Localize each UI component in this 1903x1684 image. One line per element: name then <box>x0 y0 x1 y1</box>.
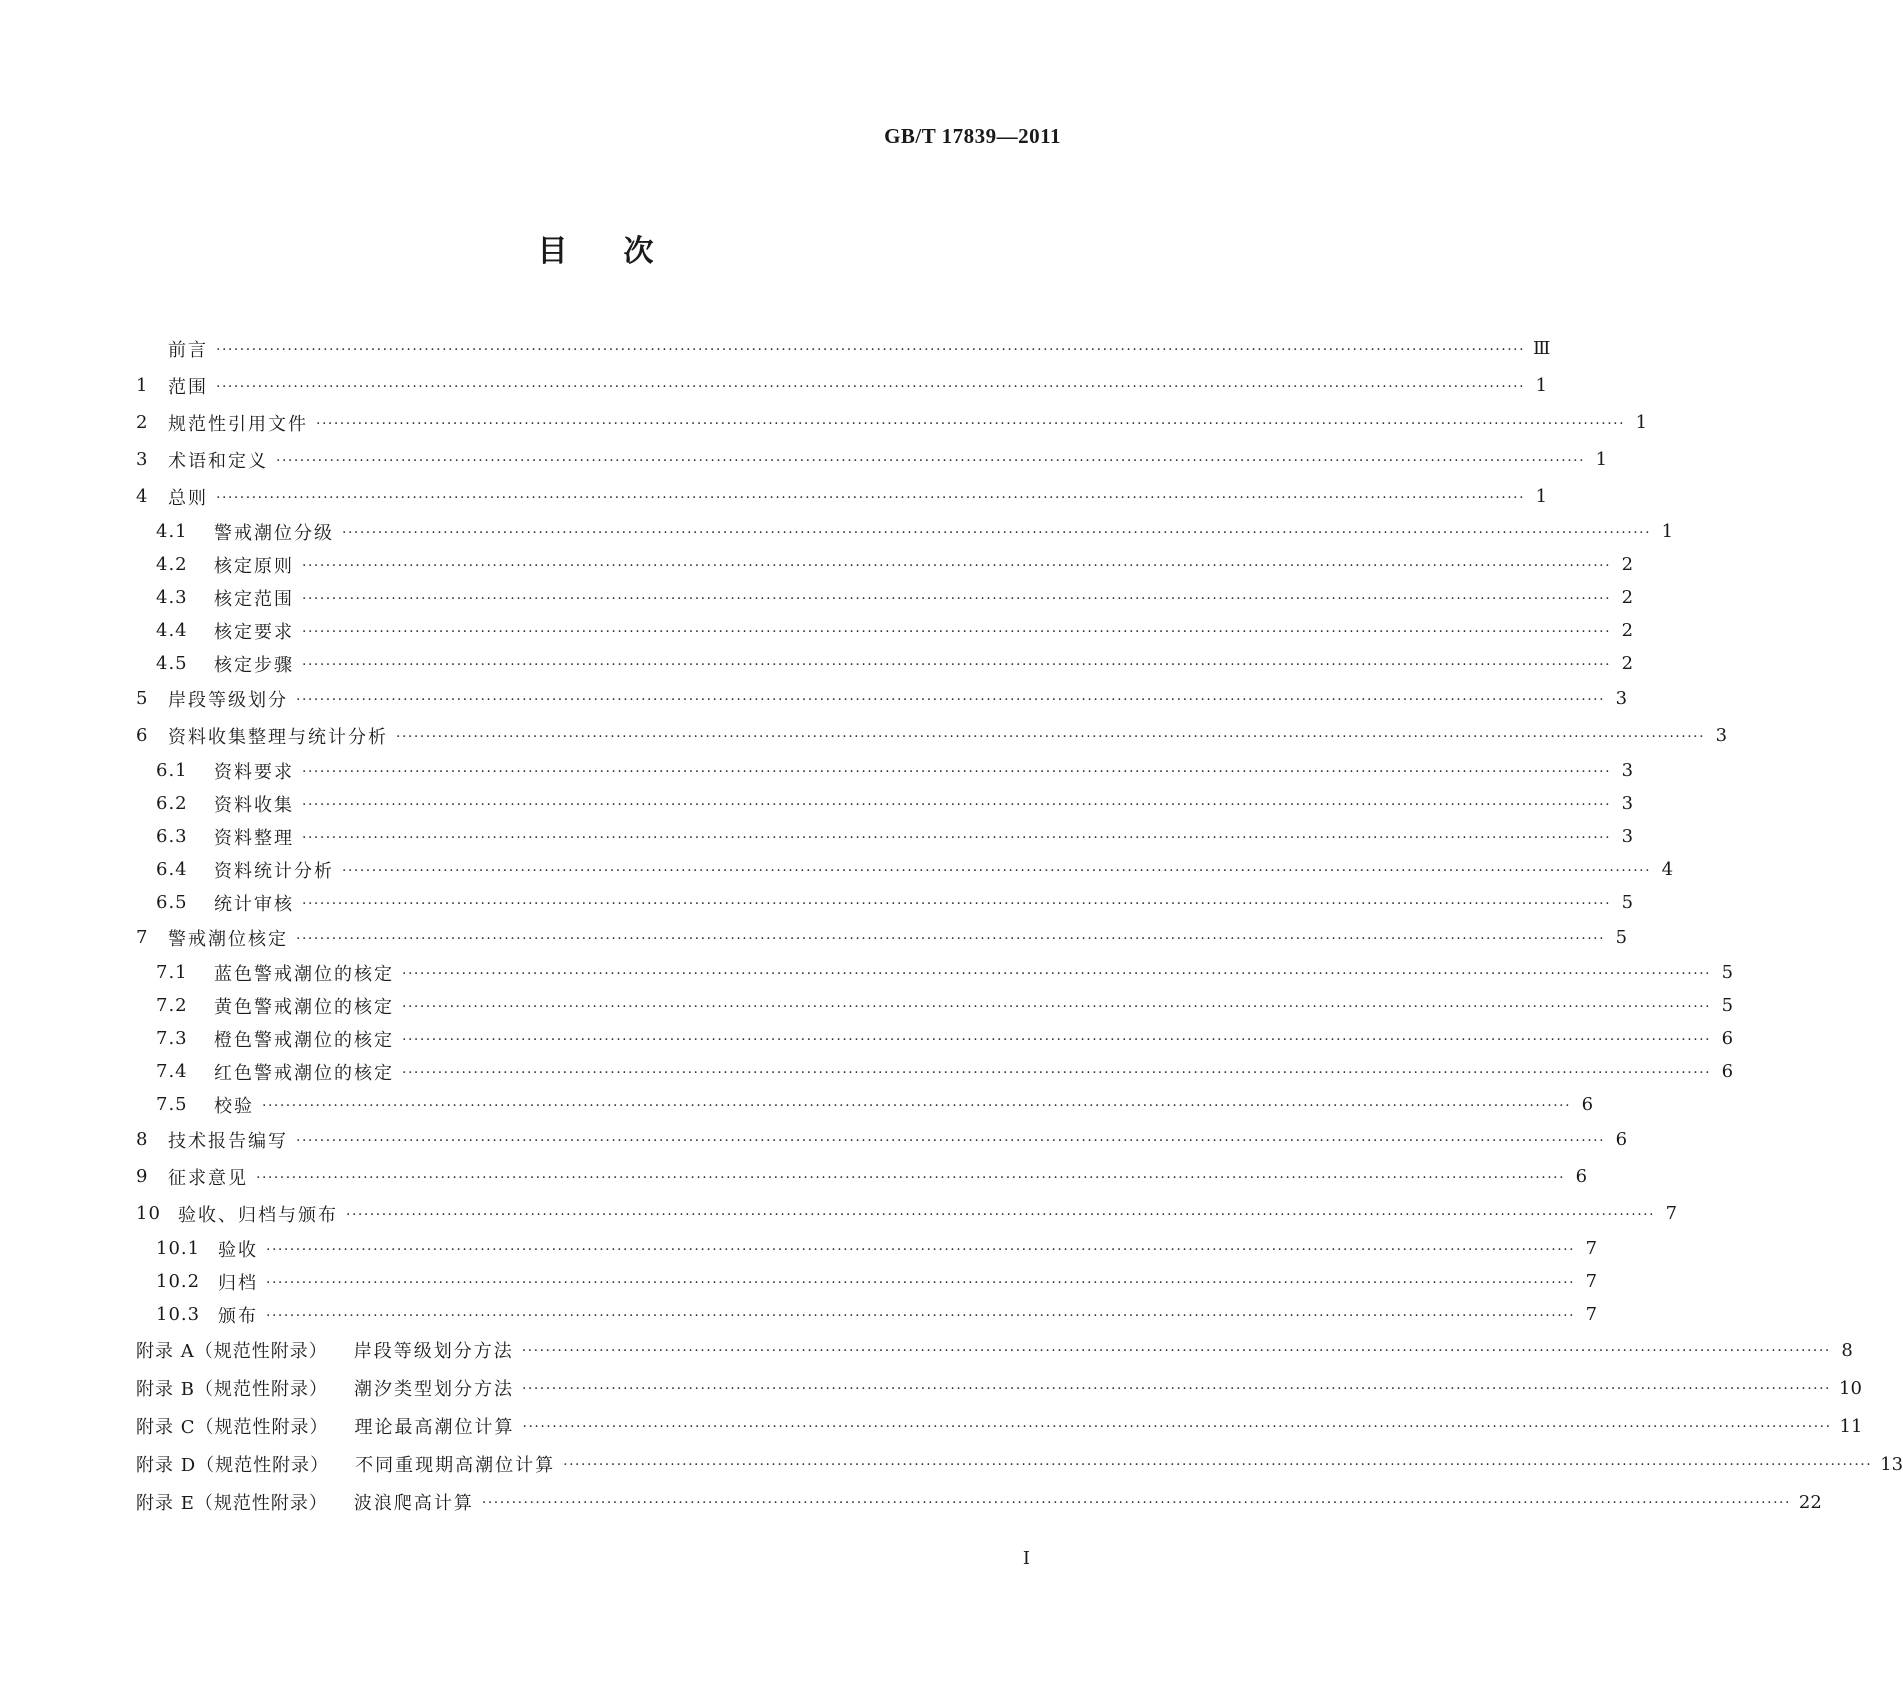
toc-entry-title: 资料收集整理与统计分析 <box>168 726 388 748</box>
toc-entry[interactable] <box>136 647 1634 680</box>
toc-entry-title: 术语和定义 <box>168 450 268 472</box>
toc-entry-title: 波浪爬高计算 <box>353 1493 474 1514</box>
dot-leader: ···························································································································································································································· <box>396 728 1706 745</box>
toc-entry-number: 7.3 <box>156 1028 188 1049</box>
toc-entry-number: 4.2 <box>156 554 188 575</box>
dot-leader: ···························································································································································································································· <box>302 557 1612 574</box>
toc-entry-number: 7.4 <box>156 1061 188 1082</box>
toc-entry-page: 6 <box>1721 1028 1734 1049</box>
toc-entry-number: 6.2 <box>156 793 188 814</box>
dot-leader: ···························································································································································································································· <box>402 965 1712 982</box>
toc-entry-title: 核定要求 <box>214 621 294 643</box>
toc-entry-page: 1 <box>1535 375 1548 396</box>
toc-entry-page: 7 <box>1585 1304 1598 1325</box>
toc-entry[interactable] <box>136 956 1734 989</box>
toc-entry-page: 10 <box>1839 1377 1862 1399</box>
dot-leader: ···························································································································································································································· <box>296 1132 1606 1149</box>
toc-entry-title: 核定范围 <box>214 588 294 610</box>
toc-entry-number: 2 <box>136 412 149 433</box>
toc-entry[interactable] <box>136 1407 1863 1445</box>
toc-entry-title: 不同重现期高潮位计算 <box>355 1455 556 1476</box>
toc-entry[interactable] <box>136 367 1548 404</box>
dot-leader: ···························································································································································································································· <box>302 623 1612 640</box>
toc-entry-number: 6 <box>136 725 149 746</box>
toc-entry[interactable] <box>136 1298 1598 1331</box>
toc-entry[interactable] <box>136 581 1634 614</box>
dot-leader: ···························································································································································································································· <box>266 1274 1576 1291</box>
toc-entry[interactable] <box>136 1265 1598 1298</box>
toc-entry-page: 7 <box>1585 1238 1598 1259</box>
toc-entry-title: 颁布 <box>218 1305 258 1327</box>
toc-entry-number: 附录 C（规范性附录） <box>136 1417 329 1438</box>
dot-leader: ···························································································································································································································· <box>402 1031 1712 1048</box>
toc-entry-number: 4.4 <box>156 620 188 641</box>
toc-entry-title: 核定原则 <box>214 555 294 577</box>
toc-entry-title: 征求意见 <box>168 1167 248 1189</box>
toc-entry-number: 附录 A（规范性附录） <box>136 1341 328 1362</box>
toc-entry-title: 潮汐类型划分方法 <box>353 1379 514 1400</box>
toc-entry-page: 5 <box>1621 892 1634 913</box>
toc-entry[interactable] <box>136 548 1634 581</box>
toc-entry[interactable] <box>136 1445 1903 1483</box>
dot-leader: ···························································································································································································································· <box>316 415 1626 432</box>
toc-entry[interactable] <box>136 820 1634 853</box>
dot-leader: ···························································································································································································································· <box>342 862 1652 879</box>
toc-entry-number: 10.1 <box>156 1238 201 1259</box>
standard-number: GB/T 17839—2011 <box>884 124 1061 148</box>
toc-entry[interactable] <box>136 1121 1628 1158</box>
toc-entry-title: 警戒潮位核定 <box>168 928 288 950</box>
toc-entry[interactable] <box>136 1055 1734 1088</box>
toc-entry-page: 3 <box>1621 760 1634 781</box>
toc-entry-number: 7.2 <box>156 995 188 1016</box>
toc-entry-title: 蓝色警戒潮位的核定 <box>214 963 394 985</box>
dot-leader: ···························································································································································································································· <box>302 763 1612 780</box>
toc-entry-number: 6.1 <box>156 760 188 781</box>
toc-entry-page: 6 <box>1721 1061 1734 1082</box>
toc-entry-page: 2 <box>1621 620 1634 641</box>
toc-entry-page: Ⅲ <box>1533 338 1551 359</box>
toc-entry-number: 7 <box>136 927 149 948</box>
toc-entry-number: 10.3 <box>156 1304 201 1325</box>
dot-leader: ···························································································································································································································· <box>266 1241 1576 1258</box>
toc-entry[interactable] <box>136 441 1608 478</box>
toc-entry[interactable] <box>136 1232 1598 1265</box>
toc-entry-page: 6 <box>1575 1166 1588 1187</box>
toc-entry-title: 前言 <box>168 339 208 361</box>
toc-entry-title: 警戒潮位分级 <box>214 522 334 544</box>
toc-entry-number: 6.3 <box>156 826 188 847</box>
toc-entry-number: 4.1 <box>156 521 188 542</box>
toc-entry-number: 4.3 <box>156 587 188 608</box>
toc-entry[interactable] <box>136 717 1728 754</box>
page-number: I <box>1022 1548 1030 1569</box>
toc-entry-page: 1 <box>1595 449 1608 470</box>
toc-entry-title: 资料要求 <box>214 761 294 783</box>
dot-leader: ···························································································································································································································· <box>216 341 1526 358</box>
toc-entry[interactable] <box>136 919 1628 956</box>
toc-entry-title: 技术报告编写 <box>168 1130 288 1152</box>
toc-entry-page: 13 <box>1880 1453 1903 1475</box>
toc-entry[interactable] <box>136 680 1628 717</box>
toc-entry-page: 1 <box>1635 412 1648 433</box>
toc-entry-page: 22 <box>1798 1491 1822 1513</box>
toc-entry-title: 资料统计分析 <box>214 860 334 882</box>
toc-entry-title: 验收、归档与颁布 <box>178 1204 338 1226</box>
toc-entry-page: 2 <box>1621 554 1634 575</box>
toc-entry-title: 资料整理 <box>214 827 294 849</box>
toc-entry-number: 附录 B（规范性附录） <box>136 1379 328 1400</box>
toc-entry-number: 5 <box>136 688 149 709</box>
toc-entry-number: 9 <box>136 1166 149 1187</box>
toc-entry-title: 岸段等级划分方法 <box>353 1341 514 1362</box>
dot-leader: ···························································································································································································································· <box>296 930 1606 947</box>
toc-entry[interactable] <box>136 886 1634 919</box>
toc-entry-page: 4 <box>1661 859 1674 880</box>
toc-entry-number: 1 <box>136 375 149 396</box>
toc-entry[interactable] <box>136 1158 1588 1195</box>
dot-leader: ···························································································································································································································· <box>296 691 1606 708</box>
toc-entry-page: 5 <box>1615 927 1628 948</box>
toc-entry[interactable] <box>136 1369 1862 1407</box>
toc-entry-title: 岸段等级划分 <box>168 689 288 711</box>
toc-entry-title: 黄色警戒潮位的核定 <box>214 996 394 1018</box>
toc-entry-title: 核定步骤 <box>214 654 294 676</box>
dot-leader: ···························································································································································································································· <box>216 378 1526 395</box>
dot-leader: ···························································································································································································································· <box>276 452 1586 469</box>
toc-entry[interactable] <box>136 330 1551 367</box>
toc-entry[interactable] <box>136 478 1548 515</box>
toc-entry-title: 范围 <box>168 376 208 398</box>
dot-leader: ···························································································································································································································· <box>521 1381 1831 1397</box>
dot-leader: ···························································································································································································································· <box>262 1097 1572 1114</box>
dot-leader: ···························································································································································································································· <box>256 1169 1566 1186</box>
toc-entry-number: 6.5 <box>156 892 188 913</box>
toc-entry[interactable] <box>136 787 1634 820</box>
toc-entry-title: 验收 <box>218 1239 258 1261</box>
toc-entry-page: 1 <box>1661 521 1674 542</box>
toc-entry-number: 8 <box>136 1129 149 1150</box>
toc-entry[interactable] <box>136 1483 1822 1521</box>
dot-leader: ···························································································································································································································· <box>481 1495 1791 1511</box>
toc-entry[interactable] <box>136 989 1734 1022</box>
toc-entry[interactable] <box>136 614 1634 647</box>
toc-entry-page: 1 <box>1535 486 1548 507</box>
table-of-contents <box>136 330 1903 1521</box>
dot-leader: ···························································································································································································································· <box>302 829 1612 846</box>
toc-entry-page: 5 <box>1721 962 1734 983</box>
toc-entry[interactable] <box>136 1022 1734 1055</box>
toc-entry-page: 11 <box>1839 1415 1863 1437</box>
toc-entry-page: 2 <box>1621 587 1634 608</box>
toc-entry-title: 归档 <box>218 1272 258 1294</box>
toc-entry[interactable] <box>136 404 1648 441</box>
dot-leader: ···························································································································································································································· <box>302 656 1612 673</box>
toc-entry[interactable] <box>136 853 1674 886</box>
toc-entry-title: 规范性引用文件 <box>168 413 308 435</box>
toc-entry-number: 7.1 <box>156 962 188 983</box>
toc-entry-page: 6 <box>1615 1129 1628 1150</box>
dot-leader: ···························································································································································································································· <box>342 524 1652 541</box>
dot-leader: ···························································································································································································································· <box>302 895 1612 912</box>
dot-leader: ···························································································································································································································· <box>402 1064 1712 1081</box>
toc-entry-page: 5 <box>1721 995 1734 1016</box>
dot-leader: ···························································································································································································································· <box>302 796 1612 813</box>
toc-entry-title: 资料收集 <box>214 794 294 816</box>
toc-entry-title: 校验 <box>214 1095 254 1117</box>
toc-entry-number: 6.4 <box>156 859 188 880</box>
toc-entry[interactable] <box>136 1331 1853 1369</box>
dot-leader: ···························································································································································································································· <box>521 1343 1831 1359</box>
toc-entry-title: 橙色警戒潮位的核定 <box>214 1029 394 1051</box>
page-title: 目次 <box>537 234 710 269</box>
toc-entry-number: 7.5 <box>156 1094 188 1115</box>
toc-entry-title: 统计审核 <box>214 893 294 915</box>
dot-leader: ···························································································································································································································· <box>563 1457 1873 1473</box>
toc-entry-number: 4 <box>136 486 149 507</box>
dot-leader: ···························································································································································································································· <box>522 1419 1832 1435</box>
toc-entry-page: 3 <box>1715 725 1728 746</box>
toc-entry-number: 4.5 <box>156 653 188 674</box>
toc-entry-title: 理论最高潮位计算 <box>354 1417 515 1438</box>
toc-entry[interactable] <box>136 1195 1678 1232</box>
toc-entry-title: 红色警戒潮位的核定 <box>214 1062 394 1084</box>
dot-leader: ···························································································································································································································· <box>302 590 1612 607</box>
toc-entry-page: 3 <box>1621 793 1634 814</box>
toc-entry[interactable] <box>136 515 1674 548</box>
dot-leader: ···························································································································································································································· <box>216 489 1526 506</box>
dot-leader: ···························································································································································································································· <box>346 1206 1656 1223</box>
toc-entry-number: 10 <box>136 1203 161 1224</box>
toc-entry-page: 8 <box>1841 1339 1853 1361</box>
dot-leader: ···························································································································································································································· <box>266 1307 1576 1324</box>
toc-entry-page: 7 <box>1665 1203 1678 1224</box>
toc-entry-page: 6 <box>1581 1094 1594 1115</box>
toc-entry-number: 10.2 <box>156 1271 201 1292</box>
toc-entry-title: 总则 <box>168 487 208 509</box>
toc-entry-number: 附录 E（规范性附录） <box>136 1493 328 1514</box>
toc-entry-page: 3 <box>1621 826 1634 847</box>
toc-entry-number: 3 <box>136 449 149 470</box>
toc-entry-page: 2 <box>1621 653 1634 674</box>
toc-entry-page: 7 <box>1585 1271 1598 1292</box>
toc-entry-number: 附录 D（规范性附录） <box>136 1455 330 1476</box>
toc-entry[interactable] <box>136 1088 1594 1121</box>
dot-leader: ···························································································································································································································· <box>402 998 1712 1015</box>
toc-entry-page: 3 <box>1615 688 1628 709</box>
toc-entry[interactable] <box>136 754 1634 787</box>
